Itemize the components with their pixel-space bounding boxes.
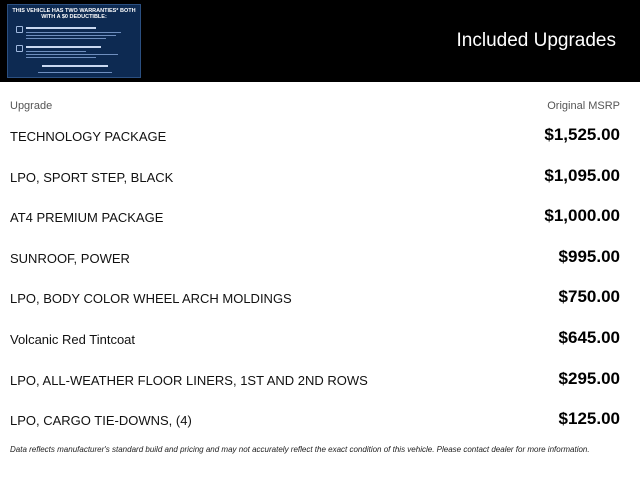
upgrade-name: Volcanic Red Tintcoat: [10, 331, 136, 347]
list-item: [0, 358, 640, 399]
column-header-upgrade: Upgrade: [10, 100, 53, 112]
upgrade-price: $1,525.00: [544, 125, 620, 144]
list-item: [0, 155, 640, 196]
thumbnail-line: [26, 54, 118, 55]
upgrade-name: AT4 PREMIUM PACKAGE: [10, 210, 164, 226]
upgrade-name: LPO, ALL-WEATHER FLOOR LINERS, 1ST AND 2ND ROWS: [10, 372, 368, 388]
warranty-thumbnail[interactable]: [7, 4, 141, 78]
upgrades-list: [0, 114, 640, 439]
column-header-msrp: Original MSRP: [547, 100, 620, 112]
thumbnail-line: [38, 72, 112, 73]
page-title: Included Upgrades: [456, 30, 616, 51]
thumbnail-line: [26, 46, 101, 48]
thumbnail-line: [26, 38, 106, 39]
upgrade-price: $645.00: [558, 327, 620, 347]
list-item: [0, 114, 640, 155]
list-item: [0, 195, 640, 236]
upgrade-name: SUNROOF, POWER: [10, 250, 130, 266]
upgrade-price: $1,000.00: [544, 206, 620, 226]
thumbnail-line: [26, 57, 96, 58]
thumbnail-headline: THIS VEHICLE HAS TWO WARRANTIES* BOTH WITH A $0 DEDUCTIBLE:: [12, 8, 136, 20]
thumbnail-line: [42, 65, 108, 67]
disclaimer-text: Data reflects manufacturer's standard build and pricing and may not accurately reflect the exact condition of this vehicle. Please contact dealer for more information.: [10, 445, 590, 454]
thumbnail-line: [26, 32, 121, 33]
upgrade-price: $295.00: [558, 368, 620, 388]
upgrade-name: LPO, BODY COLOR WHEEL ARCH MOLDINGS: [10, 291, 292, 307]
thumbnail-line: [26, 27, 96, 29]
thumbnail-line: [26, 51, 86, 52]
upgrade-price: $750.00: [558, 287, 620, 307]
list-item: [0, 398, 640, 439]
list-item: [0, 236, 640, 277]
list-item: [0, 317, 640, 358]
list-item: [0, 276, 640, 317]
upgrade-name: LPO, CARGO TIE-DOWNS, (4): [10, 413, 192, 429]
upgrade-price: $1,095.00: [544, 165, 620, 185]
upgrade-name: TECHNOLOGY PACKAGE: [10, 129, 167, 144]
shield-icon: [16, 45, 23, 52]
thumbnail-line: [26, 35, 116, 36]
upgrade-name: LPO, SPORT STEP, BLACK: [10, 169, 174, 185]
upgrade-price: $125.00: [558, 409, 620, 429]
upgrade-price: $995.00: [558, 246, 620, 266]
shield-icon: [16, 26, 23, 33]
header-bar: [0, 0, 640, 82]
